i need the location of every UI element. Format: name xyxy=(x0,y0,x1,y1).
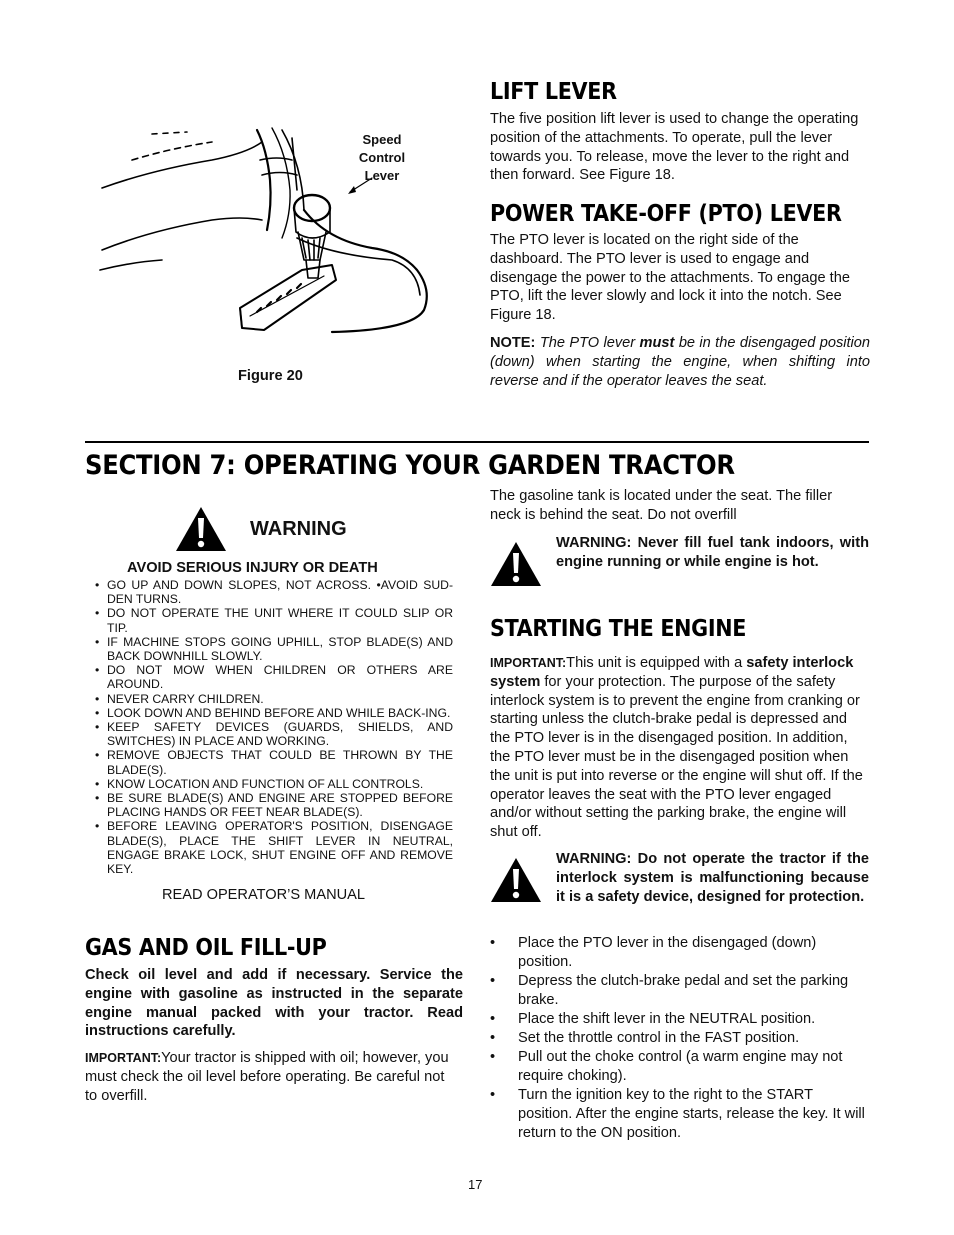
pto-note xyxy=(490,334,870,390)
section-title: SECTION 7: OPERATING YOUR GARDEN TRACTOR xyxy=(85,450,735,481)
figure-caption: Figure 20 xyxy=(238,368,303,384)
warning-item: • BE SURE BLADE(S) AND ENGINE ARE STOPPED BEFORE PLACING HANDS OR FEET NEAR BLADE(S). xyxy=(85,791,453,819)
start-text-3: for your protection. The purpose of the safety interlock system is to prevent the engine from cranking or starting unless the clutch-brake pedal is depressed and the PTO lever is in the disengaged position. In addition, the PTO lever must be in the disengaged position when the unit is put into reverse or the engine will shut off. If the operator leaves the seat with the PTO lever engaged and/or without setting the parking brake, the engine will shut off. xyxy=(490,673,863,841)
lift-lever-body: The five position lift lever is used to change the operating position of the attachments. To operate, pull the lever towards you. To release, move the lever to the right and then forward. See Figure 18. xyxy=(490,111,859,184)
tank-body: The gasoline tank is located under the seat. The filler neck is behind the seat. Do not overfill xyxy=(490,488,833,523)
pto-lever-heading: POWER TAKE-OFF (PTO) LEVER xyxy=(490,201,842,227)
note-label: NOTE: xyxy=(490,335,536,351)
start-step: • Place the shift lever in the NEUTRAL position. xyxy=(490,1010,865,1029)
section-divider xyxy=(85,441,869,443)
note-must: must xyxy=(639,335,675,351)
warning-item: • BEFORE LEAVING OPERATOR'S POSITION, DISENGAGE BLADE(S), PLACE THE SHIFT LEVER IN NEUTRAL, ENGAGE BRAKE LOCK, SHUT ENGINE OFF AND REMOVE KEY. xyxy=(85,819,453,876)
start-text-1: This unit is equipped with a xyxy=(566,655,743,671)
warning-item: • NEVER CARRY CHILDREN. xyxy=(85,692,453,706)
warning-list xyxy=(85,578,453,876)
note-text-b: be in the disengaged position (down) when starting the engine, when shifting into reverse and if the operator leaves the seat. xyxy=(490,335,871,389)
warning-item: • GO UP AND DOWN SLOPES, NOT ACROSS. •AVOID SUD-DEN TURNS. xyxy=(85,578,453,606)
warning-subtitle: AVOID SERIOUS INJURY OR DEATH xyxy=(127,560,378,576)
start-step: • Set the throttle control in the FAST position. xyxy=(490,1029,865,1048)
warning-item: • REMOVE OBJECTS THAT COULD BE THROWN BY THE BLADE(S). xyxy=(85,748,453,776)
start-step: • Turn the ignition key to the right to the START position. After the engine starts, release the key. It will return to the ON position. xyxy=(490,1086,865,1142)
start-text-safety: safety interlock system xyxy=(490,655,854,690)
interlock-warning: WARNING: Do not operate the tractor if the interlock system is malfunctioning because it is a safety device, designed for protection. xyxy=(556,851,869,905)
important-text: Your tractor is shipped with oil; however, you must check the oil level before operating. Be careful not to overfill. xyxy=(85,1050,449,1104)
warning-item: • DO NOT MOW WHEN CHILDREN OR OTHERS ARE AROUND. xyxy=(85,663,453,691)
start-steps-list xyxy=(490,934,865,1143)
starting-engine-heading: STARTING THE ENGINE xyxy=(490,616,747,642)
gas-oil-bold: Check oil level and add if necessary. Service the engine with gasoline as instructed in the separate engine manual packed with your tractor. Read instructions carefully. xyxy=(85,967,463,1040)
interlock-warning-icon xyxy=(490,857,542,908)
figure-callout: Speed Control Lever xyxy=(358,132,406,183)
gas-oil-heading: GAS AND OIL FILL-UP xyxy=(85,935,327,961)
start-step: • Place the PTO lever in the disengaged (down) position. xyxy=(490,934,865,971)
warning-item: • DO NOT OPERATE THE UNIT WHERE IT COULD SLIP OR TIP. xyxy=(85,606,453,634)
gas-oil-important xyxy=(85,1049,460,1105)
start-step: • Pull out the choke control (a warm engine may not require choking). xyxy=(490,1048,865,1085)
warning-item: • KEEP SAFETY DEVICES (GUARDS, SHIELDS, AND SWITCHES) IN PLACE AND WORKING. xyxy=(85,720,453,748)
tank-warning-icon xyxy=(490,541,542,592)
tank-warning: WARNING: Never fill fuel tank indoors, with engine running or while engine is hot. xyxy=(556,535,869,570)
important-label: IMPORTANT: xyxy=(85,1051,162,1065)
warning-title: WARNING xyxy=(250,518,347,540)
warning-item: • IF MACHINE STOPS GOING UPHILL, STOP BLADE(S) AND BACK DOWNHILL SLOWLY. xyxy=(85,635,453,663)
lift-lever-heading: LIFT LEVER xyxy=(490,79,617,105)
warning-triangle-icon xyxy=(175,506,227,557)
start-step: • Depress the clutch-brake pedal and set the parking brake. xyxy=(490,972,865,1009)
warning-item: • KNOW LOCATION AND FUNCTION OF ALL CONTROLS. xyxy=(85,777,453,791)
note-text-a: The PTO lever xyxy=(539,335,636,351)
starting-engine-body xyxy=(490,654,870,842)
page-number: 17 xyxy=(468,1177,483,1192)
warning-item: • LOOK DOWN AND BEHIND BEFORE AND WHILE BACK-ING. xyxy=(85,706,453,720)
warning-footer: READ OPERATOR’S MANUAL xyxy=(162,887,366,903)
start-important-label: IMPORTANT: xyxy=(490,656,567,670)
pto-lever-body: The PTO lever is located on the right side of the dashboard. The PTO lever is used to engage and disengage the power to the attachments. To engage the PTO, lift the lever slowly and lock it into the notch. See Figure 18. xyxy=(490,232,850,324)
